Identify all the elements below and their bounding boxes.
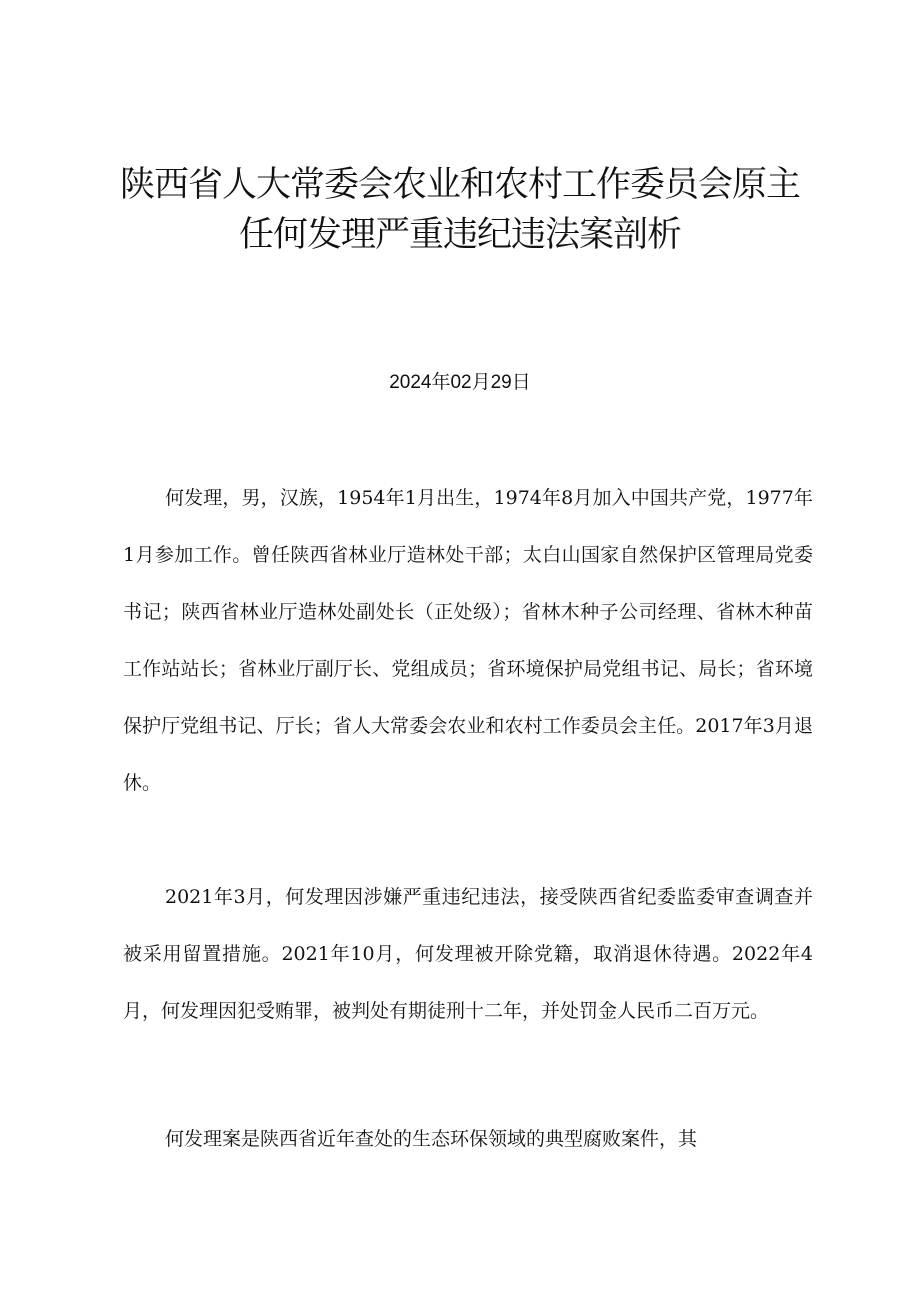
paragraph-analysis: 何发理案是陕西省近年查处的生态环保领域的典型腐败案件，其 <box>165 1128 698 1150</box>
paragraph-investigation: 2021年3月，何发理因涉嫌严重违纪违法，接受陕西省纪委监委审查调查并被采用留置措施。2021年10月，何发理被开除党籍，取消退休待遇。2022年4月，何发理因犯受贿罪，被判处有期徒刑十二年，并处罚金人民币二百万元。 <box>123 886 813 1022</box>
paragraph-biography: 何发理，男，汉族，1954年1月出生，1974年8月加入中国共产党，1977年1月参加工作。曾任陕西省林业厅造林处干部；太白山国家自然保护区管理局党委书记；陕西省林业厅造林处副处长（正处级）；省林木种子公司经理、省林木种苗工作站站长；省林业厅副厅长、党组成员；省环境保护局党组书记、局长；省环境保护厅党组书记、厅长；省人大常委会农业和农村工作委员会主任。2017年3月退休。 <box>123 487 813 794</box>
title-line-1: 陕西省人大常委会农业和农村工作委员会原主 <box>119 165 800 205</box>
publish-date: 2024年02月29日 <box>389 372 531 393</box>
document-title <box>100 160 820 260</box>
title-line-2: 任何发理严重违纪违法案剖析 <box>238 215 681 255</box>
